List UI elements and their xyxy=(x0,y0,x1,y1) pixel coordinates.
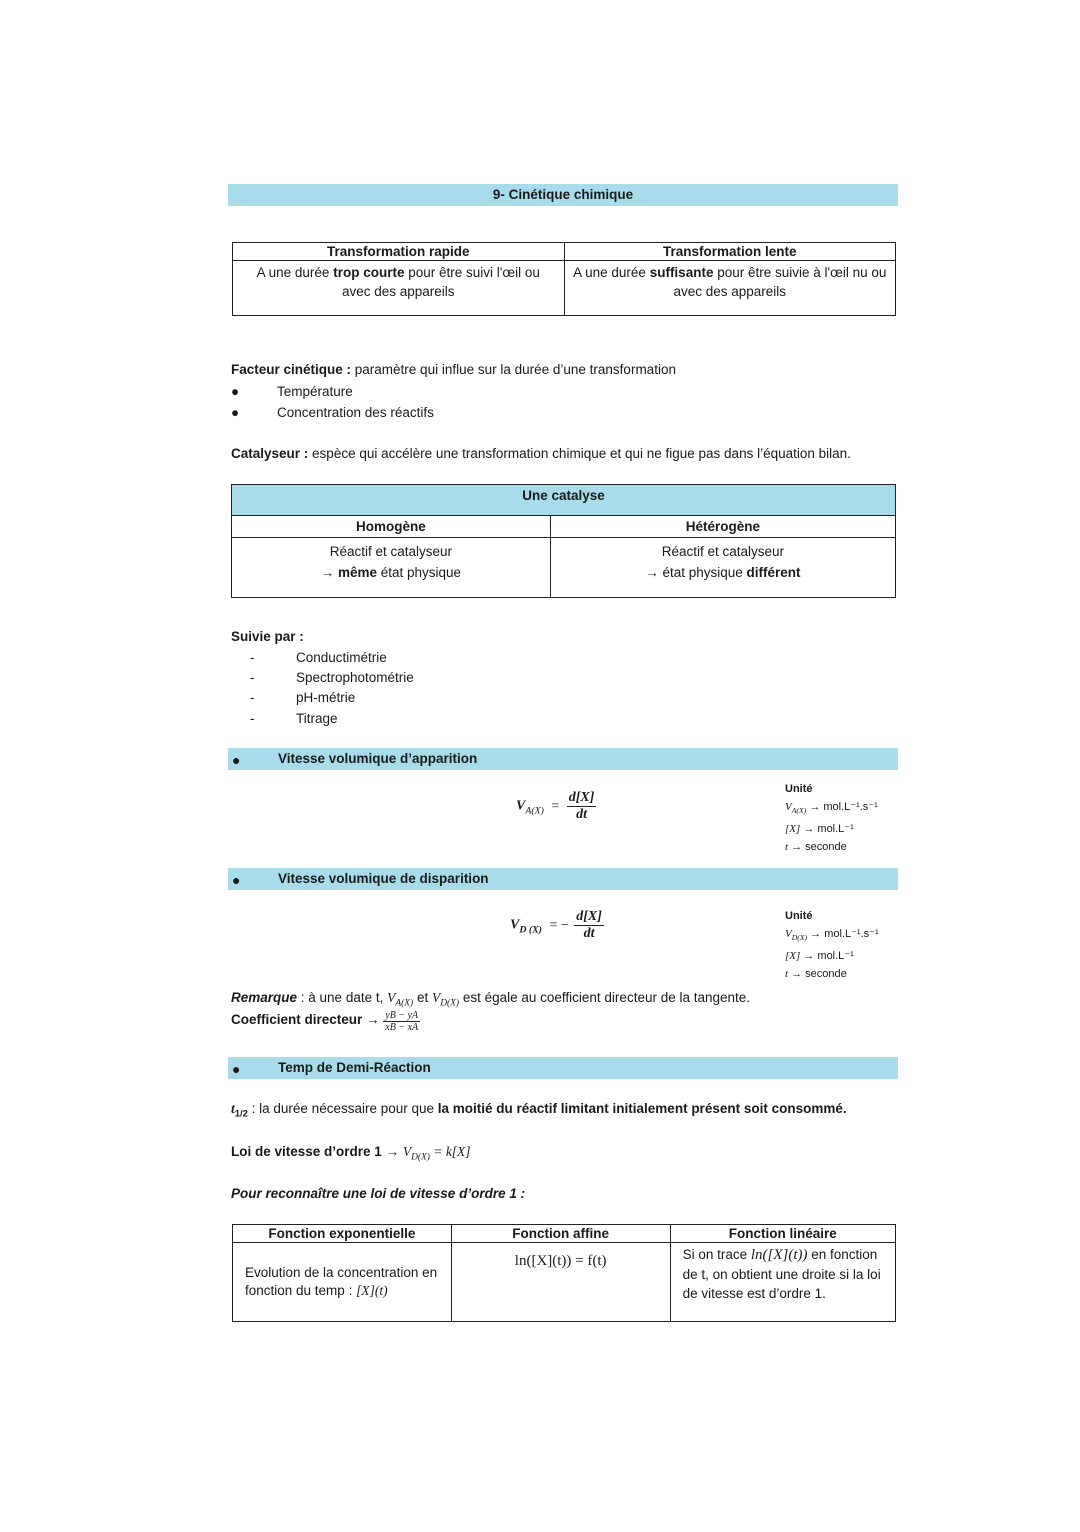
heterogene-cell xyxy=(550,538,895,598)
unit-sym: [X] xyxy=(785,823,801,836)
coef-den: xB − xA xyxy=(385,1022,419,1033)
catalyseur-label: Catalyseur : xyxy=(231,446,309,461)
suivie-item-label: Titrage xyxy=(296,711,338,726)
catalyseur-text: espèce qui accélère une transformation chimique et qui ne figue pas dans l’équation bilan. xyxy=(308,446,851,461)
rapide-text-b: pour être suivi l'œil ou avec des appareils xyxy=(341,265,540,299)
fraction-num: d[X] xyxy=(568,790,595,805)
unit-title: Unité xyxy=(785,910,813,922)
facteur-definition xyxy=(231,362,676,377)
coef-fraction xyxy=(383,1010,420,1033)
suivie-item-label: pH-métrie xyxy=(296,690,356,705)
demi-band xyxy=(228,1057,898,1079)
loi-line: Loi de vitesse d’ordre $1 \to V_{D(X)} = k[X]$ xyxy=(231,1144,471,1163)
suivie-label: Suivie par : xyxy=(231,629,304,644)
unit-title: Unité xyxy=(785,783,813,795)
formula-v: V xyxy=(516,798,526,814)
col3-math: ln([X](t)) xyxy=(750,1247,808,1263)
lente-text-a: A une durée xyxy=(573,265,650,280)
remarque-label: Remarque xyxy=(231,990,298,1005)
remarque-text: est égale au coefficient directeur de la tangente. xyxy=(459,990,751,1005)
col1-text: Evolution de la concentration en fonction du temp : xyxy=(245,1265,438,1298)
heterogene-bold: différent xyxy=(746,565,801,580)
fraction-den: dt xyxy=(583,926,595,941)
coefficient-line xyxy=(231,1010,420,1033)
unit-line: → mol.L⁻¹ xyxy=(803,823,854,836)
col1-math: [X](t) xyxy=(356,1283,388,1298)
formula-fraction xyxy=(574,909,604,942)
homogene-line1: Réactif et catalyseur xyxy=(329,544,453,559)
apparition-unit xyxy=(785,780,878,856)
homogene-rest: état physique xyxy=(376,565,462,580)
catalyse-header: Une catalyse xyxy=(232,485,896,516)
bullet-icon: ● xyxy=(232,1061,241,1077)
formula-sub: D (X) xyxy=(519,924,542,936)
heterogene-line1: Réactif et catalyseur xyxy=(661,544,785,559)
remarque-line xyxy=(231,990,750,1009)
col1-cell xyxy=(233,1243,452,1322)
homogene-cell xyxy=(232,538,551,598)
heterogene-header: Hétérogène xyxy=(550,516,895,538)
facteur-item-label: Température xyxy=(277,384,353,399)
catalyseur-definition xyxy=(231,446,851,461)
facteur-item-label: Concentration des réactifs xyxy=(277,405,434,420)
cell-lente xyxy=(564,261,896,316)
suivie-item-label: Conductimétrie xyxy=(296,650,387,665)
facteur-text: paramètre qui influe sur la durée d’une transformation xyxy=(351,362,676,377)
ordre-table xyxy=(232,1224,896,1322)
loi-v: V xyxy=(402,1144,412,1159)
bullet-icon: ● xyxy=(231,405,240,420)
unit-line: → mol.L⁻¹.s⁻¹ xyxy=(809,801,878,813)
dash-icon: - xyxy=(250,650,255,665)
disparition-unit xyxy=(785,907,879,983)
header-lente: Transformation lente xyxy=(564,243,896,261)
homogene-arrow: → xyxy=(320,565,338,580)
apparition-title: Vitesse volumique d’apparition xyxy=(278,751,478,766)
suivie-item-label: Spectrophotométrie xyxy=(296,670,414,685)
remarque-va-sub: A(X) xyxy=(395,998,414,1009)
unit-sym: V xyxy=(785,801,792,813)
dash-icon: - xyxy=(250,711,255,726)
formula-v: V xyxy=(510,917,520,933)
demi-text: : la durée nécessaire pour que xyxy=(247,1101,438,1116)
loi-v-sub: D(X) xyxy=(411,1152,430,1163)
loi-label: Loi de vitesse d’ordre 1 xyxy=(231,1144,382,1159)
unit-sym: V xyxy=(785,928,792,940)
unit-sym: t xyxy=(785,841,789,854)
disparition-formula: $V_{D (X)}$ = − $\frac{d[X]}{dt}$ xyxy=(510,909,602,941)
remarque-va: V xyxy=(387,990,396,1005)
homogene-bold: même xyxy=(337,565,377,580)
catalyse-table xyxy=(231,484,896,598)
t-sym: t xyxy=(231,1101,235,1116)
col3-text: Si on trace xyxy=(682,1247,751,1262)
apparition-formula: $V_{A(X)}$ = $\frac{d[X]}{dt}$ xyxy=(516,790,595,822)
demi-title: Temp de Demi-Réaction xyxy=(278,1060,431,1075)
coef-num: yB − yA xyxy=(385,1010,419,1021)
unit-sub: A(X) xyxy=(791,806,807,816)
unit-line: → mol.L⁻¹ xyxy=(803,950,854,963)
title-band xyxy=(228,184,898,206)
rapide-text-a: A une durée xyxy=(256,265,334,280)
dash-icon: - xyxy=(250,690,255,705)
lente-text-bold: suffisante xyxy=(649,265,714,280)
formula-fraction xyxy=(567,790,597,823)
unit-line: → seconde xyxy=(791,841,847,854)
heterogene-arrow: → état physique xyxy=(645,565,747,580)
dash-icon: - xyxy=(250,670,255,685)
col3-header: Fonction linéaire xyxy=(670,1225,895,1243)
lente-text-b: pour être suivie à l'œil nu ou avec des appareils xyxy=(673,265,887,299)
disparition-title: Vitesse volumique de disparition xyxy=(278,871,489,886)
col3-cell xyxy=(670,1243,895,1322)
apparition-band xyxy=(228,748,898,770)
remarque-vd: V xyxy=(431,990,441,1005)
demi-text-bold: la moitié du réactif limitant initialement présent soit consommé. xyxy=(437,1101,847,1116)
col1-header: Fonction exponentielle xyxy=(233,1225,452,1243)
header-rapide: Transformation rapide xyxy=(233,243,565,261)
bullet-icon: ● xyxy=(231,384,240,399)
rapide-text-bold: trop courte xyxy=(333,265,405,280)
col2-header: Fonction affine xyxy=(451,1225,670,1243)
demi-definition xyxy=(231,1101,847,1120)
bullet-icon: ● xyxy=(232,872,241,888)
t-sub: 1/2 xyxy=(234,1108,248,1120)
coef-label: Coefficient directeur → xyxy=(231,1012,380,1027)
col2-math: ln([X](t)) = f(t) xyxy=(514,1253,607,1269)
fraction-den: dt xyxy=(576,807,588,822)
reconnaitre-text: Pour reconnaître une loi de vitesse d’ordre 1 : xyxy=(231,1186,526,1201)
page-title: 9- Cinétique chimique xyxy=(492,187,634,202)
unit-sub: D(X) xyxy=(791,933,808,943)
remarque-text: et xyxy=(413,990,432,1005)
unit-line: → seconde xyxy=(791,968,847,981)
transformation-table xyxy=(232,242,896,316)
unit-line: → mol.L⁻¹.s⁻¹ xyxy=(810,928,879,940)
bullet-icon: ● xyxy=(232,752,241,768)
loi-formula: = k[X] xyxy=(429,1144,471,1159)
col2-cell xyxy=(451,1243,670,1322)
col3-text: en fonction de t, on obtient une droite si la loi de vitesse est d’ordre 1. xyxy=(682,1247,881,1301)
cell-rapide xyxy=(233,261,565,316)
unit-sym: [X] xyxy=(785,950,801,963)
fraction-num: d[X] xyxy=(576,909,602,924)
homogene-header: Homogène xyxy=(232,516,551,538)
unit-sym: t xyxy=(785,968,789,981)
remarque-text: : à une date t, xyxy=(297,990,388,1005)
remarque-vd-sub: D(X) xyxy=(440,998,460,1009)
formula-sub: A(X) xyxy=(525,805,544,817)
facteur-label: Facteur cinétique : xyxy=(231,362,352,377)
disparition-band xyxy=(228,868,898,890)
